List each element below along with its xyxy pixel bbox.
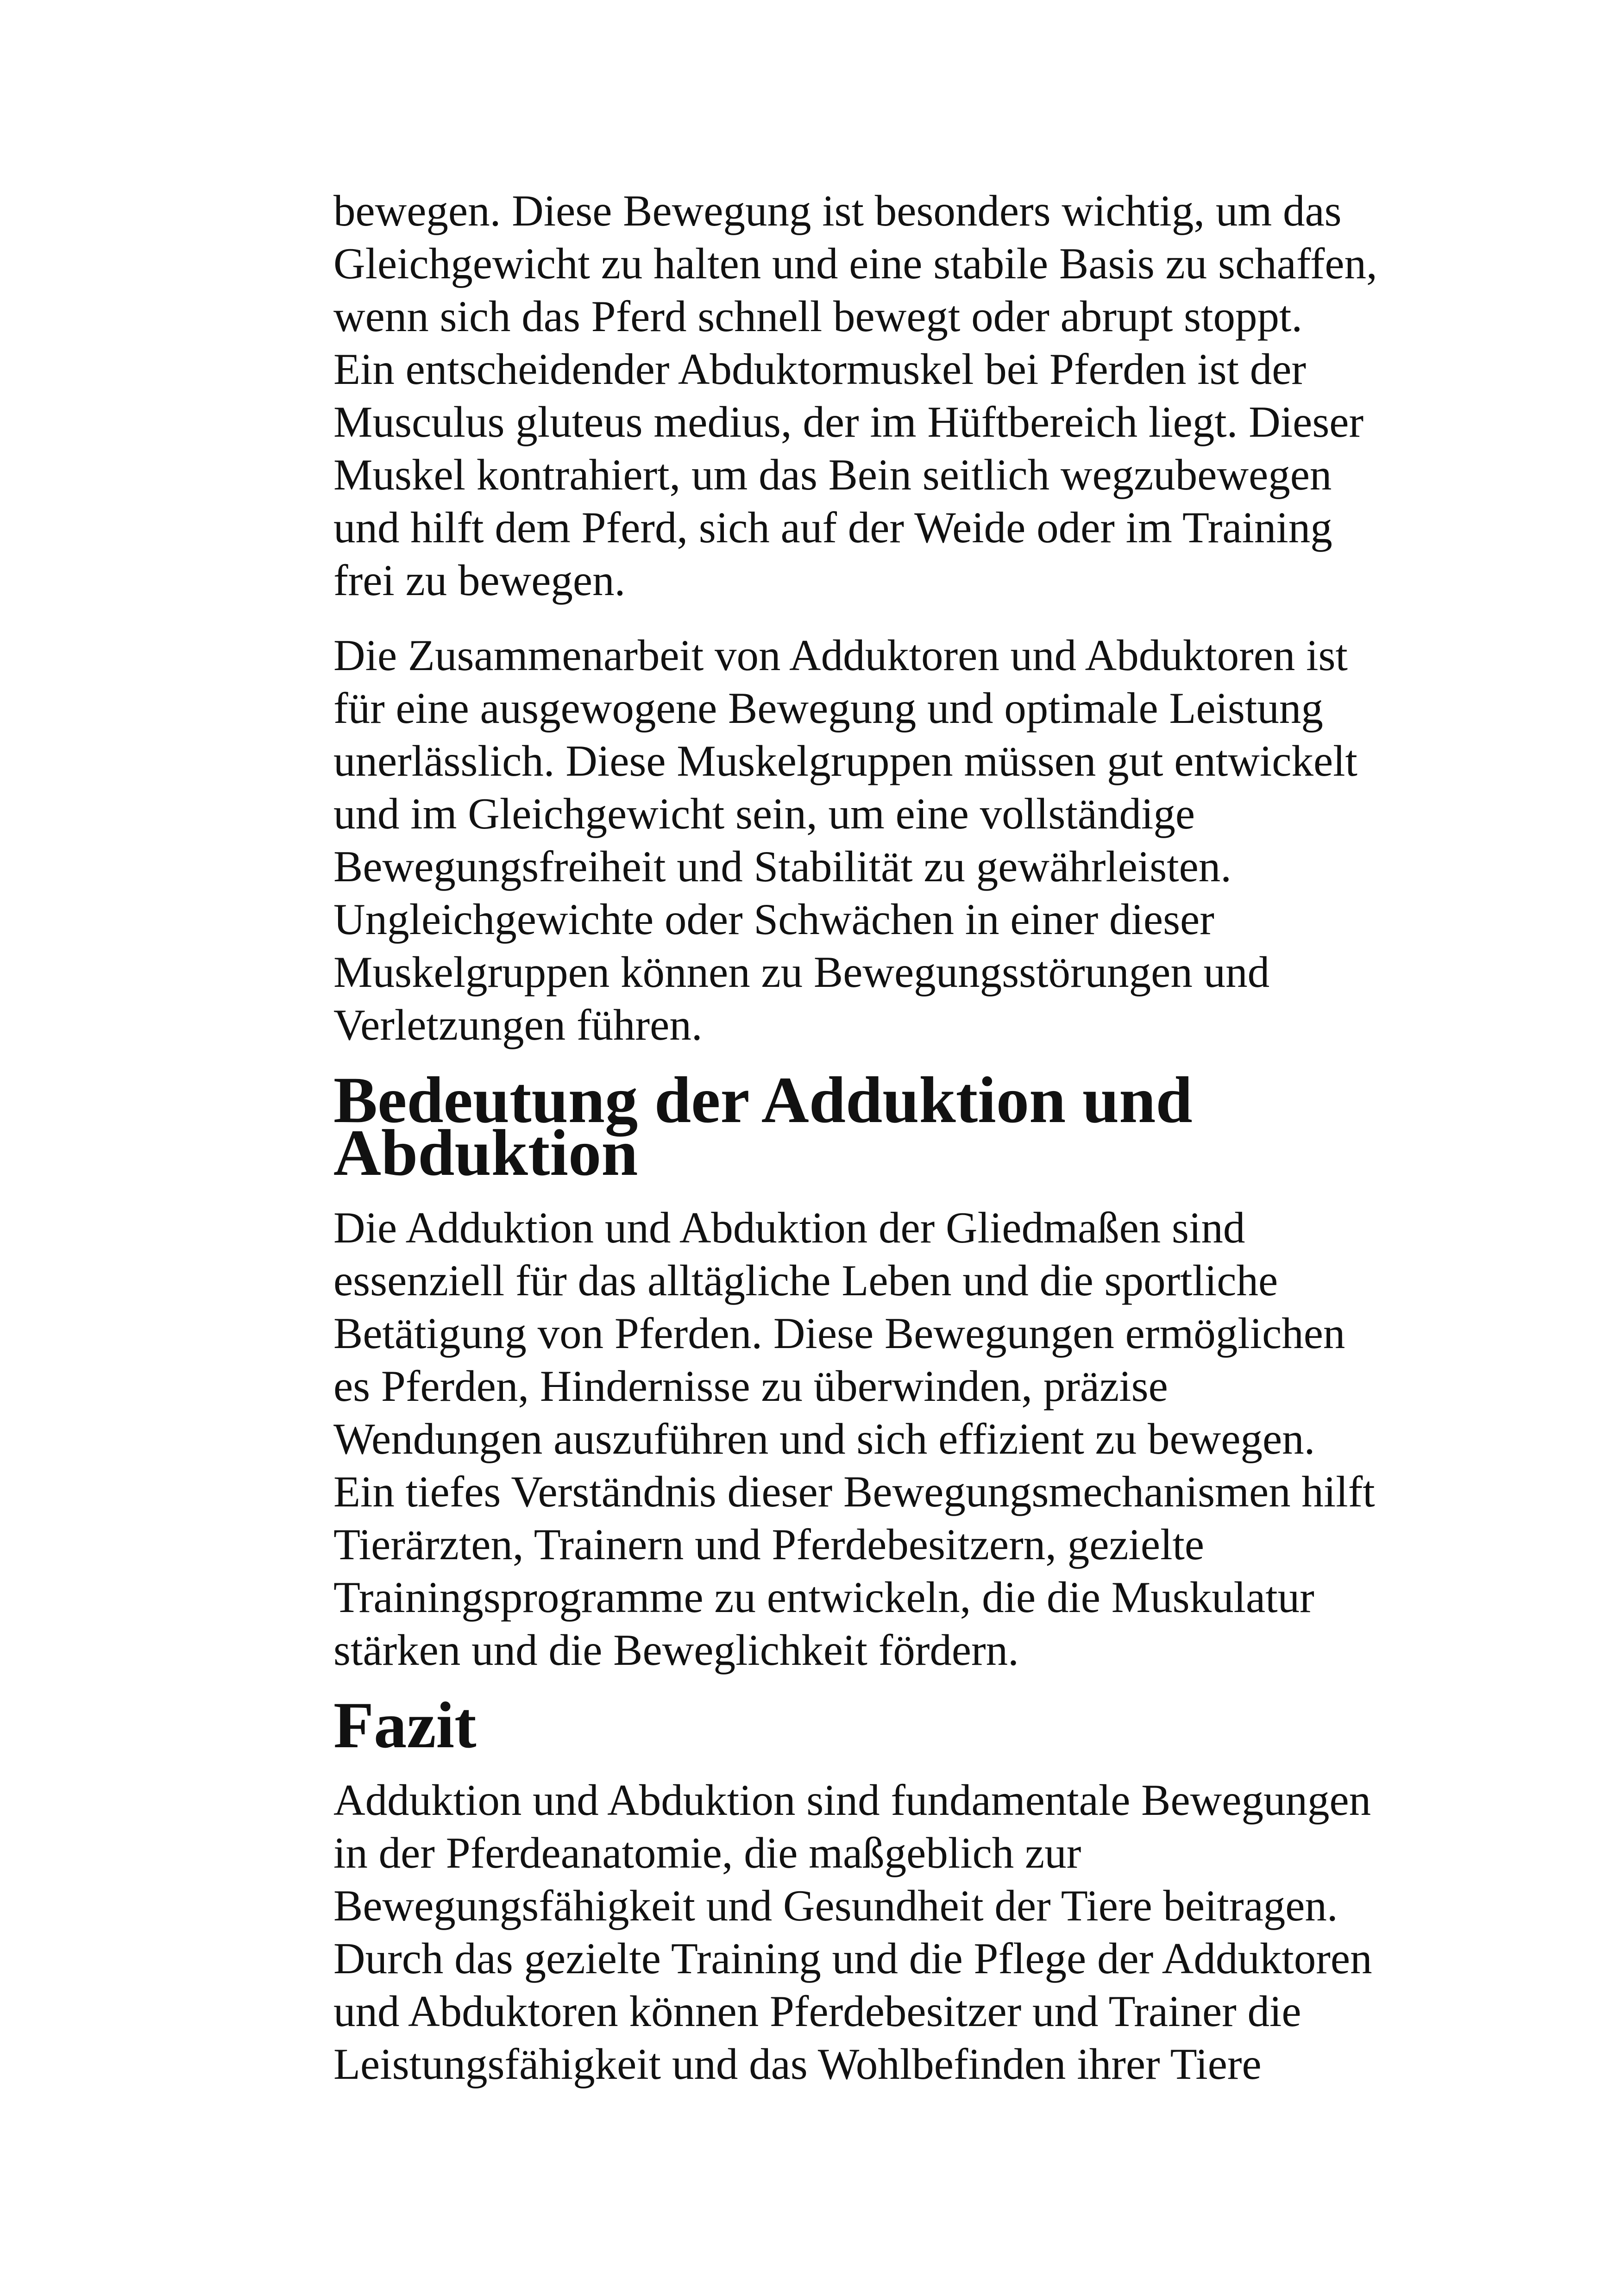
- text-line: Ein entscheidender Abduktormuskel bei Pferden ist der: [333, 345, 1307, 394]
- text-line: Muskelgruppen können zu Bewegungsstörungen und: [333, 947, 1270, 997]
- section-heading-fazit: Fazit: [333, 1688, 477, 1762]
- text-line: Bewegungsfähigkeit und Gesundheit der Tiere beitragen.: [333, 1881, 1338, 1930]
- text-line: Die Adduktion und Abduktion der Gliedmaßen sind: [333, 1203, 1245, 1252]
- text-line: Leistungsfähigkeit und das Wohlbefinden ihrer Tiere: [333, 2039, 1262, 2089]
- text-line: Verletzungen führen.: [333, 1000, 703, 1049]
- text-line: Tierärzten, Trainern und Pferdebesitzern, gezielte: [333, 1520, 1205, 1569]
- text-line: bewegen. Diese Bewegung ist besonders wichtig, um das: [333, 186, 1342, 235]
- text-line: frei zu bewegen.: [333, 556, 626, 605]
- section-heading-bedeutung: Bedeutung der Adduktion und Abduktion: [333, 1063, 1193, 1189]
- text-line: Adduktion und Abduktion sind fundamentale Bewegungen: [333, 1775, 1371, 1825]
- paragraph-bedeutung: [333, 1201, 1454, 1676]
- text-line: es Pferden, Hindernisse zu überwinden, präzise: [333, 1361, 1168, 1411]
- text-line: Betätigung von Pferden. Diese Bewegungen ermöglichen: [333, 1309, 1345, 1358]
- document-page: [333, 184, 1454, 2113]
- text-line: für eine ausgewogene Bewegung und optimale Leistung: [333, 684, 1323, 733]
- text-line: Musculus gluteus medius, der im Hüftbereich liegt. Dieser: [333, 397, 1364, 446]
- text-line: Die Zusammenarbeit von Adduktoren und Abduktoren ist: [333, 631, 1348, 680]
- text-line: und hilft dem Pferd, sich auf der Weide oder im Training: [333, 503, 1332, 552]
- text-line: Durch das gezielte Training und die Pflege der Adduktoren: [333, 1934, 1372, 1983]
- text-line: Trainingsprogramme zu entwickeln, die die Muskulatur: [333, 1573, 1314, 1622]
- paragraph-cooperation: [333, 629, 1454, 1051]
- text-line: Ein tiefes Verständnis dieser Bewegungsmechanismen hilft: [333, 1467, 1375, 1516]
- text-line: Wendungen auszuführen und sich effizient zu bewegen.: [333, 1414, 1315, 1463]
- text-line: und Abduktoren können Pferdebesitzer und Trainer die: [333, 1987, 1301, 2036]
- text-line: wenn sich das Pferd schnell bewegt oder abrupt stoppt.: [333, 292, 1303, 341]
- text-line: stärken und die Beweglichkeit fördern.: [333, 1625, 1019, 1675]
- text-line: Muskel kontrahiert, um das Bein seitlich wegzubewegen: [333, 450, 1332, 499]
- paragraph-abductor-muscles: [333, 184, 1454, 607]
- text-line: in der Pferdeanatomie, die maßgeblich zur: [333, 1828, 1081, 1877]
- text-line: unerlässlich. Diese Muskelgruppen müssen gut entwickelt: [333, 736, 1357, 785]
- text-line: Ungleichgewichte oder Schwächen in einer dieser: [333, 895, 1214, 944]
- text-line: und im Gleichgewicht sein, um eine vollständige: [333, 789, 1195, 838]
- text-line: Gleichgewicht zu halten und eine stabile Basis zu schaffen,: [333, 239, 1377, 288]
- text-line: Bewegungsfreiheit und Stabilität zu gewährleisten.: [333, 842, 1232, 891]
- paragraph-fazit: [333, 1774, 1454, 2090]
- text-line: essenziell für das alltägliche Leben und die sportliche: [333, 1256, 1278, 1305]
